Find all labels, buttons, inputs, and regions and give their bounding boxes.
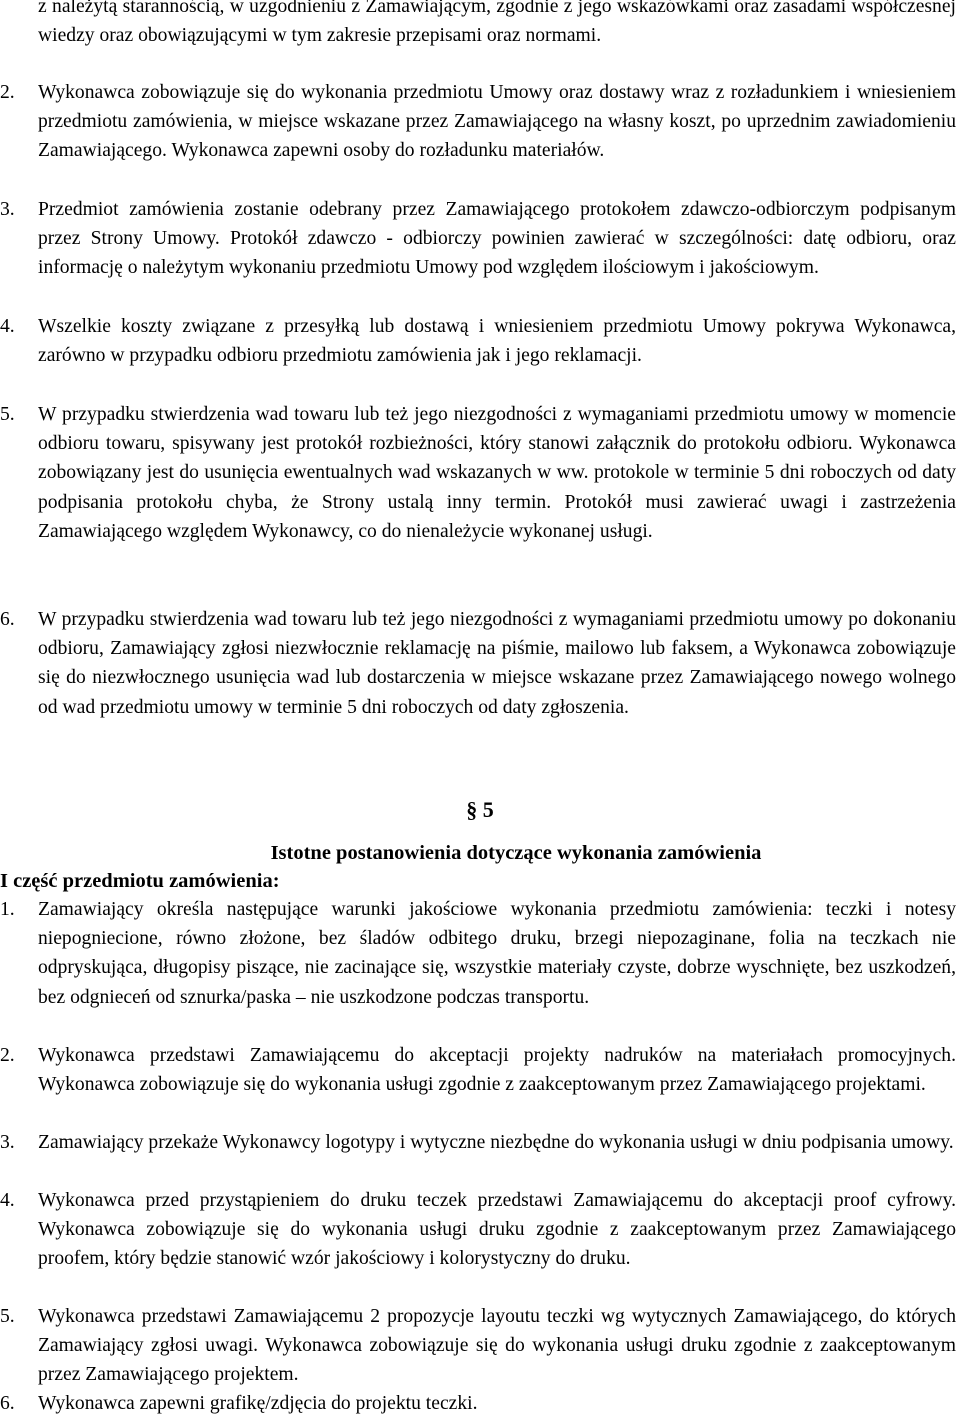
item-text: Wykonawca zapewni grafikę/zdjęcia do projektu teczki.: [38, 1393, 478, 1414]
list-item: [0, 312, 956, 370]
list-item: [0, 895, 956, 1012]
item-number: 6.: [0, 609, 15, 630]
item-number: 4.: [0, 316, 15, 337]
list-item: [0, 400, 956, 546]
item-text: Zamawiający przekaże Wykonawcy logotypy i wytyczne niezbędne do wykonania usługi w dniu podpisania umowy.: [38, 1132, 954, 1153]
list-item: [0, 78, 956, 166]
item-number: 5.: [0, 1306, 15, 1327]
item-number: 4.: [0, 1190, 15, 1211]
list-item: [0, 195, 956, 283]
item-text: W przypadku stwierdzenia wad towaru lub też jego niezgodności z wymaganiami przedmiotu umowy po dokonaniu odbioru, Zamawiający zgłosi niezwłocznie reklamację na piśmie, mailowo lub faksem, a Wykonawca zobowiązuje się do niezwłocznego usunięcia wad lub dostarczenia w miejsce wskazane przez Zamawiającego nowego wolnego od wad przedmiotu umowy w terminie 5 dni roboczych od daty zgłoszenia.: [38, 609, 956, 718]
part-title: I część przedmiotu zamówienia:: [0, 870, 280, 892]
item-number: 6.: [0, 1393, 15, 1414]
list-item: [0, 1389, 956, 1418]
item-text: Wszelkie koszty związane z przesyłką lub dostawą i wniesieniem przedmiotu Umowy pokrywa Wykonawca, zarówno w przypadku odbioru przedmiotu zamówienia jak i jego reklamacji.: [38, 316, 956, 367]
item-number: 5.: [0, 404, 15, 425]
item-text: Zamawiający określa następujące warunki jakościowe wykonania przedmiotu zamówienia: teczki i notesy niepogniecione, równo złożone, bez śladów odbitego druku, brzegi niepozaginane, folia na teczkach nie odpryskująca, długopisy piszące, nie zacinające się, wszystkie materiały czyste, dobrze wyschnięte, bez uszkodzeń, bez odgnieceń od sznurka/paska – nie uszkodzone podczas transportu.: [38, 899, 956, 1008]
list-item: [0, 1128, 956, 1157]
item-number: 1.: [0, 899, 15, 920]
item-text: Wykonawca przed przystąpieniem do druku teczek przedstawi Zamawiającemu do akceptacji proof cyfrowy. Wykonawca zobowiązuje się do wykonania usługi druku zgodnie z zaakceptowanym przez Zamawiającego proofem, który będzie stanowić wzór jakościowy i kolorystyczny do druku.: [38, 1190, 956, 1270]
item-text: Wykonawca przedstawi Zamawiającemu do akceptacji projekty nadruków na materiałach promocyjnych. Wykonawca zobowiązuje się do wykonania usługi zgodnie z zaakceptowanym przez Zamawiającego projektami.: [38, 1045, 956, 1096]
list-item: [0, 605, 956, 722]
continuation-paragraph: z należytą starannością, w uzgodnieniu z Zamawiającym, zgodnie z jego wskazówkami oraz zasadami współczesnej wiedzy oraz obowiązującymi w tym zakresie przepisami oraz normami.: [38, 0, 956, 47]
item-text: Wykonawca zobowiązuje się do wykonania przedmiotu Umowy oraz dostawy wraz z rozładunkiem i wniesieniem przedmiotu zamówienia, w miejsce wskazane przez Zamawiającego na własny koszt, po uprzednim zawiadomieniu Zamawiającego. Wykonawca zapewni osoby do rozładunku materiałów.: [38, 82, 956, 162]
list-item: [0, 1041, 956, 1099]
item-number: 2.: [0, 82, 15, 103]
list-item: [0, 1302, 956, 1390]
item-text: Przedmiot zamówienia zostanie odebrany przez Zamawiającego protokołem zdawczo-odbiorczym podpisanym przez Strony Umowy. Protokół zdawczo - odbiorczy powinien zawierać w szczególności: datę odbioru, oraz informację o należytym wykonaniu przedmiotu Umowy pod względem ilościowym i jakościowym.: [38, 199, 956, 279]
list-item: [0, 1186, 956, 1274]
section-title: Istotne postanowienia dotyczące wykonania zamówienia: [270, 842, 762, 864]
item-text: W przypadku stwierdzenia wad towaru lub też jego niezgodności z wymaganiami przedmiotu umowy w momencie odbioru towaru, spisywany jest protokół rozbieżności, który stanowi załącznik do protokołu odbioru. Wykonawca zobowiązany jest do usunięcia ewentualnych wad wskazanych w ww. protokole w terminie 5 dni roboczych od daty podpisania protokołu chyba, że Strony ustalą inny termin. Protokół musi zawierać uwagi i zastrzeżenia Zamawiającego względem Wykonawcy, co do nienależycie wykonanej usługi.: [38, 404, 956, 542]
item-number: 3.: [0, 199, 15, 220]
section-sign: § 5: [466, 797, 494, 822]
item-text: Wykonawca przedstawi Zamawiającemu 2 propozycje layoutu teczki wg wytycznych Zamawiającego, do których Zamawiający zgłosi uwagi. Wykonawca zobowiązuje się do wykonania usługi druku zgodnie z zaakceptowanym przez Zamawiającego projektem.: [38, 1306, 956, 1386]
item-number: 2.: [0, 1045, 15, 1066]
item-number: 3.: [0, 1132, 15, 1153]
